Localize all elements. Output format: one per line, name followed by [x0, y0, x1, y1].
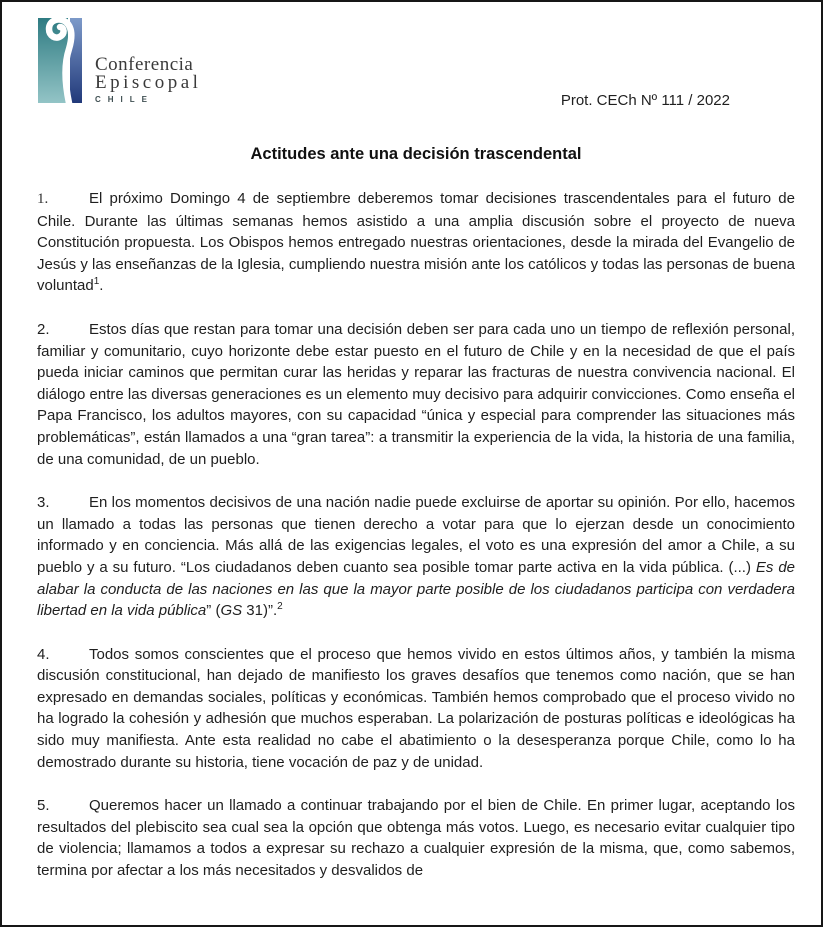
paragraph	[37, 319, 795, 470]
paragraph-text-run: Estos días que restan para tomar una decisión deben ser para cada uno un tiempo de reflexión personal, familiar y comunitario, cuyo horizonte debe estar puesto en el futuro de Chile y en la necesidad de que el país pueda iniciar caminos que permitan curar las heridas y reparar las fracturas de nuestra convivencia nacional. El diálogo entre las diversas generaciones es un elemento muy decisivo para adquirir convicciones. Como enseña el Papa Francisco, los adultos mayores, con su capacidad “única y especial para comprender las situaciones más problemáticas”, están llamados a una “gran tarea”: a transmitir la experiencia de la vida, la historia de una familia, de una comunidad, de un pueblo.	[37, 320, 795, 468]
paragraph-text-run: Queremos hacer un llamado a continuar trabajando por el bien de Chile. En primer lugar, aceptando los resultados del plebiscito sea cual sea la opción que obtenga más votos. Luego, es necesario evitar cualquier tipo de violencia; llamamos a todos a expresar su rechazo a cualquier expresión de la misma, que, como sabemos, termina por afectar a los más necesitados y desvalidos de	[37, 797, 795, 880]
paragraph-text-run: GS	[220, 602, 243, 620]
paragraph-text-run: Es de alabar la conducta de las naciones en las que la mayor parte posible de los ciudadanos participa con verdadera libertad en la vida pública	[37, 558, 795, 620]
paragraph-text-run: 31)”.	[242, 602, 278, 620]
footnote-marker: 2	[277, 601, 283, 613]
paragraph-number: 3.	[37, 494, 50, 512]
paragraph-number: 2.	[37, 320, 50, 338]
logo-text	[95, 14, 201, 104]
paragraph	[37, 644, 795, 774]
org-country: CHILE	[95, 95, 154, 104]
paragraph-text-run: ” (	[206, 602, 221, 620]
paragraph	[37, 188, 795, 297]
footnote-marker: 1	[93, 276, 100, 288]
paragraph-text-run: .	[99, 277, 104, 295]
protocol-number: Prot. CECh Nº 111 / 2022	[560, 92, 730, 109]
paragraph	[37, 795, 795, 881]
document-body	[37, 188, 795, 904]
paragraph-number: 1.	[37, 191, 49, 207]
paragraph-number: 4.	[37, 645, 50, 663]
paragraph-text-run: Todos somos conscientes que el proceso que hemos vivido en estos últimos años, y también la misma discusión constitucional, han dejado de manifiesto los graves desafíos que tenemos como nación, que se han expresado en demandas sociales, políticas y económicas. También hemos comprobado que el proceso vivido no ha logrado la cohesión y adhesión que muchos esperaban. La polarización de posturas políticas e ideológicas ha sido muy manifiesta. Ante esta realidad no cabe el abatimiento o la desesperanza porque Chile, como lo ha demostrado durante su historia, tiene vocación de paz y de unidad.	[37, 645, 795, 771]
episcopal-conference-logo	[38, 14, 201, 104]
paragraph	[37, 492, 795, 622]
org-name-line2: Episcopal	[95, 72, 202, 93]
paragraph-number: 5.	[37, 797, 50, 815]
org-name-line1: Conferencia	[95, 54, 194, 75]
paragraph-text-run: En los momentos decisivos de una nación nadie puede excluirse de aportar su opinión. Por ello, hacemos un llamado a todas las personas que tienen derecho a votar para que lo ejerzan desde un conocimiento informado y en conciencia. Más allá de las exigencias legales, el voto es una expresión del amor a Chile, a su pueblo y a su futuro. “Los ciudadanos deben cuanto sea posible tomar parte activa en la vida pública. (...)	[37, 494, 795, 576]
crozier-icon	[38, 14, 86, 104]
document-title: Actitudes ante una decisión trascendental	[250, 145, 582, 163]
paragraph-text-run: El próximo Domingo 4 de septiembre deberemos tomar decisiones trascendentales para el futuro de Chile. Durante las últimas semanas hemos asistido a una amplia discusión sobre el proyecto de nueva Constitución propuesta. Los Obispos hemos entregado nuestras orientaciones, desde la mirada del Evangelio de Jesús y las enseñanzas de la Iglesia, cumpliendo nuestra misión ante los católicos y todas las personas de buena voluntad	[37, 190, 795, 295]
